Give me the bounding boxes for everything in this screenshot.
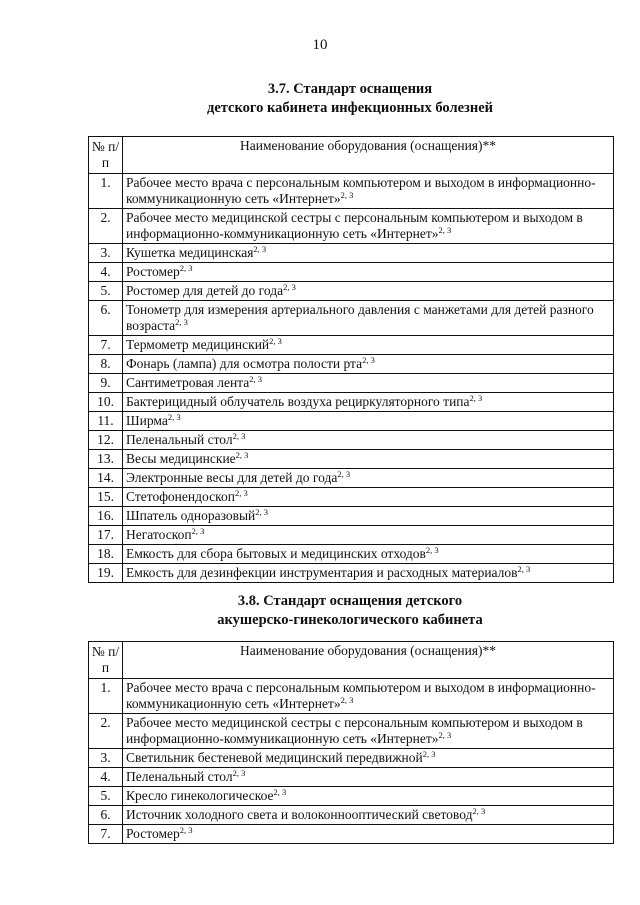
- page-number: 10: [312, 37, 328, 53]
- equipment-name-cell: [123, 679, 614, 714]
- footnote-ref: 2, 3: [472, 806, 486, 816]
- table-row: [89, 450, 614, 469]
- row-number: 2.: [89, 209, 123, 244]
- footnote-ref: 2, 3: [340, 190, 354, 200]
- equipment-name: Кресло гинекологическое: [126, 788, 274, 803]
- table-header-row: [89, 137, 614, 174]
- equipment-name: Пеленальный стол: [126, 432, 233, 447]
- footnote-ref: 2, 3: [438, 730, 452, 740]
- table-row: [89, 393, 614, 412]
- equipment-name-cell: [123, 787, 614, 806]
- equipment-name: Источник холодного света и волоконнооптический световод: [126, 807, 473, 822]
- row-number: 7.: [89, 336, 123, 355]
- table-row: [89, 806, 614, 825]
- row-number: 4.: [89, 768, 123, 787]
- table-row: [89, 355, 614, 374]
- row-number: 11.: [89, 412, 123, 431]
- section-title-line: 3.8. Стандарт оснащения детского: [237, 593, 463, 609]
- table-row: [89, 768, 614, 787]
- footnote-ref: 2, 3: [167, 412, 181, 422]
- table-row: [89, 282, 614, 301]
- equipment-name-cell: [123, 282, 614, 301]
- equipment-name-cell: [123, 825, 614, 844]
- equipment-name: Рабочее место врача с персональным компьютером и выходом в информационно-коммуникационную сеть «Интернет»: [126, 175, 596, 206]
- footnote-ref: 2, 3: [283, 282, 296, 292]
- row-number: 5.: [89, 282, 123, 301]
- table-row: [89, 749, 614, 768]
- equipment-name-cell: [123, 174, 614, 209]
- footnote-ref: 2, 3: [253, 244, 267, 254]
- row-number: 6.: [89, 806, 123, 825]
- footnote-ref: 2, 3: [232, 768, 246, 778]
- footnote-ref: 2, 3: [175, 317, 188, 327]
- row-number: 1.: [89, 174, 123, 209]
- equipment-name: Термометр медицинский: [126, 337, 270, 352]
- row-number: 9.: [89, 374, 123, 393]
- row-number: 10.: [89, 393, 123, 412]
- section-title-3-7: [80, 80, 620, 118]
- equipment-name: Негатоскоп: [126, 527, 192, 542]
- equipment-name-cell: [123, 393, 614, 412]
- footnote-ref: 2, 3: [234, 488, 248, 498]
- equipment-name: Электронные весы для детей до года: [126, 470, 338, 485]
- section-title-3-8: [80, 592, 620, 630]
- section-title-line: 3.7. Стандарт оснащения: [267, 81, 433, 97]
- footnote-ref: 2, 3: [422, 749, 436, 759]
- equipment-name: Светильник бестеневой медицинский передвижной: [126, 750, 423, 765]
- row-number: 15.: [89, 488, 123, 507]
- equipment-name-cell: [123, 431, 614, 450]
- table-row: [89, 825, 614, 844]
- equipment-name: Ростомер: [126, 826, 180, 841]
- table-row: [89, 469, 614, 488]
- equipment-name-cell: [123, 301, 614, 336]
- equipment-name: Весы медицинские: [126, 451, 236, 466]
- footnote-ref: 2, 3: [179, 825, 193, 835]
- header-num: № п/п: [89, 642, 123, 679]
- equipment-name: Ростомер: [126, 264, 180, 279]
- footnote-ref: 2, 3: [438, 225, 452, 235]
- table-row: [89, 488, 614, 507]
- table-row: [89, 374, 614, 393]
- footnote-ref: 2, 3: [255, 507, 269, 517]
- footnote-ref: 2, 3: [469, 393, 483, 403]
- footnote-ref: 2, 3: [362, 355, 375, 365]
- table-header-row: [89, 642, 614, 679]
- row-number: 14.: [89, 469, 123, 488]
- equipment-name-cell: [123, 469, 614, 488]
- equipment-name: Пеленальный стол: [126, 769, 233, 784]
- table-row: [89, 679, 614, 714]
- footnote-ref: 2, 3: [235, 450, 249, 460]
- table-row: [89, 244, 614, 263]
- table-body: [89, 174, 614, 583]
- row-number: 7.: [89, 825, 123, 844]
- row-number: 17.: [89, 526, 123, 545]
- header-name: Наименование оборудования (оснащения)**: [123, 137, 614, 174]
- equipment-name-cell: [123, 806, 614, 825]
- section-title-line: детского кабинета инфекционных болезней: [206, 100, 494, 116]
- equipment-name-cell: [123, 526, 614, 545]
- row-number: 19.: [89, 564, 123, 583]
- equipment-name-cell: [123, 768, 614, 787]
- equipment-name: Рабочее место медицинской сестры с персональным компьютером и выходом в информационно-коммуникационную сеть «Интернет»: [126, 715, 583, 746]
- equipment-table-3-7: [88, 136, 614, 583]
- header-num: № п/п: [89, 137, 123, 174]
- equipment-name-cell: [123, 507, 614, 526]
- footnote-ref: 2, 3: [340, 695, 354, 705]
- equipment-name: Рабочее место врача с персональным компьютером и выходом в информационно-коммуникационную сеть «Интернет»: [126, 680, 596, 711]
- footnote-ref: 2, 3: [517, 564, 531, 574]
- table-row: [89, 526, 614, 545]
- equipment-name-cell: [123, 336, 614, 355]
- footnote-ref: 2, 3: [179, 263, 193, 273]
- equipment-name: Ширма: [126, 413, 168, 428]
- row-number: 6.: [89, 301, 123, 336]
- equipment-name: Ростомер для детей до года: [126, 283, 284, 298]
- equipment-name-cell: [123, 263, 614, 282]
- row-number: 3.: [89, 244, 123, 263]
- header-name: Наименование оборудования (оснащения)**: [123, 642, 614, 679]
- table-row: [89, 336, 614, 355]
- row-number: 18.: [89, 545, 123, 564]
- section-title-line: акушерско-гинекологического кабинета: [217, 612, 483, 628]
- row-number: 16.: [89, 507, 123, 526]
- equipment-name: Бактерицидный облучатель воздуха рециркуляторного типа: [126, 394, 470, 409]
- footnote-ref: 2, 3: [269, 336, 282, 346]
- row-number: 4.: [89, 263, 123, 282]
- equipment-name: Тонометр для измерения артериального давления с манжетами для детей разного возраста: [126, 302, 594, 333]
- table-row: [89, 263, 614, 282]
- equipment-name: Стетофонендоскоп: [126, 489, 235, 504]
- table-row: [89, 431, 614, 450]
- footnote-ref: 2, 3: [337, 469, 351, 479]
- equipment-name-cell: [123, 749, 614, 768]
- equipment-name: Кушетка медицинская: [126, 245, 254, 260]
- equipment-name-cell: [123, 714, 614, 749]
- row-number: 12.: [89, 431, 123, 450]
- equipment-name: Сантиметровая лента: [126, 375, 250, 390]
- footnote-ref: 2, 3: [249, 374, 262, 384]
- footnote-ref: 2, 3: [273, 787, 287, 797]
- equipment-name: Емкость для дезинфекции инструментария и расходных материалов: [126, 565, 518, 580]
- table-row: [89, 174, 614, 209]
- row-number: 5.: [89, 787, 123, 806]
- equipment-name: Шпатель одноразовый: [126, 508, 256, 523]
- table-row: [89, 209, 614, 244]
- row-number: 2.: [89, 714, 123, 749]
- row-number: 3.: [89, 749, 123, 768]
- equipment-name-cell: [123, 209, 614, 244]
- equipment-name-cell: [123, 545, 614, 564]
- table-row: [89, 412, 614, 431]
- table-row: [89, 545, 614, 564]
- table-row: [89, 507, 614, 526]
- row-number: 1.: [89, 679, 123, 714]
- equipment-name: Емкость для сбора бытовых и медицинских отходов: [126, 546, 426, 561]
- equipment-name-cell: [123, 564, 614, 583]
- row-number: 8.: [89, 355, 123, 374]
- equipment-table-3-8: [88, 641, 614, 844]
- equipment-name-cell: [123, 374, 614, 393]
- footnote-ref: 2, 3: [191, 526, 205, 536]
- equipment-name-cell: [123, 488, 614, 507]
- footnote-ref: 2, 3: [425, 545, 439, 555]
- table-row: [89, 301, 614, 336]
- equipment-name-cell: [123, 244, 614, 263]
- equipment-name: Рабочее место медицинской сестры с персональным компьютером и выходом в информационно-коммуникационную сеть «Интернет»: [126, 210, 583, 241]
- equipment-name-cell: [123, 355, 614, 374]
- equipment-name-cell: [123, 450, 614, 469]
- table-row: [89, 787, 614, 806]
- table-body: [89, 679, 614, 844]
- equipment-name: Фонарь (лампа) для осмотра полости рта: [126, 356, 363, 371]
- table-row: [89, 564, 614, 583]
- footnote-ref: 2, 3: [232, 431, 246, 441]
- row-number: 13.: [89, 450, 123, 469]
- table-row: [89, 714, 614, 749]
- equipment-name-cell: [123, 412, 614, 431]
